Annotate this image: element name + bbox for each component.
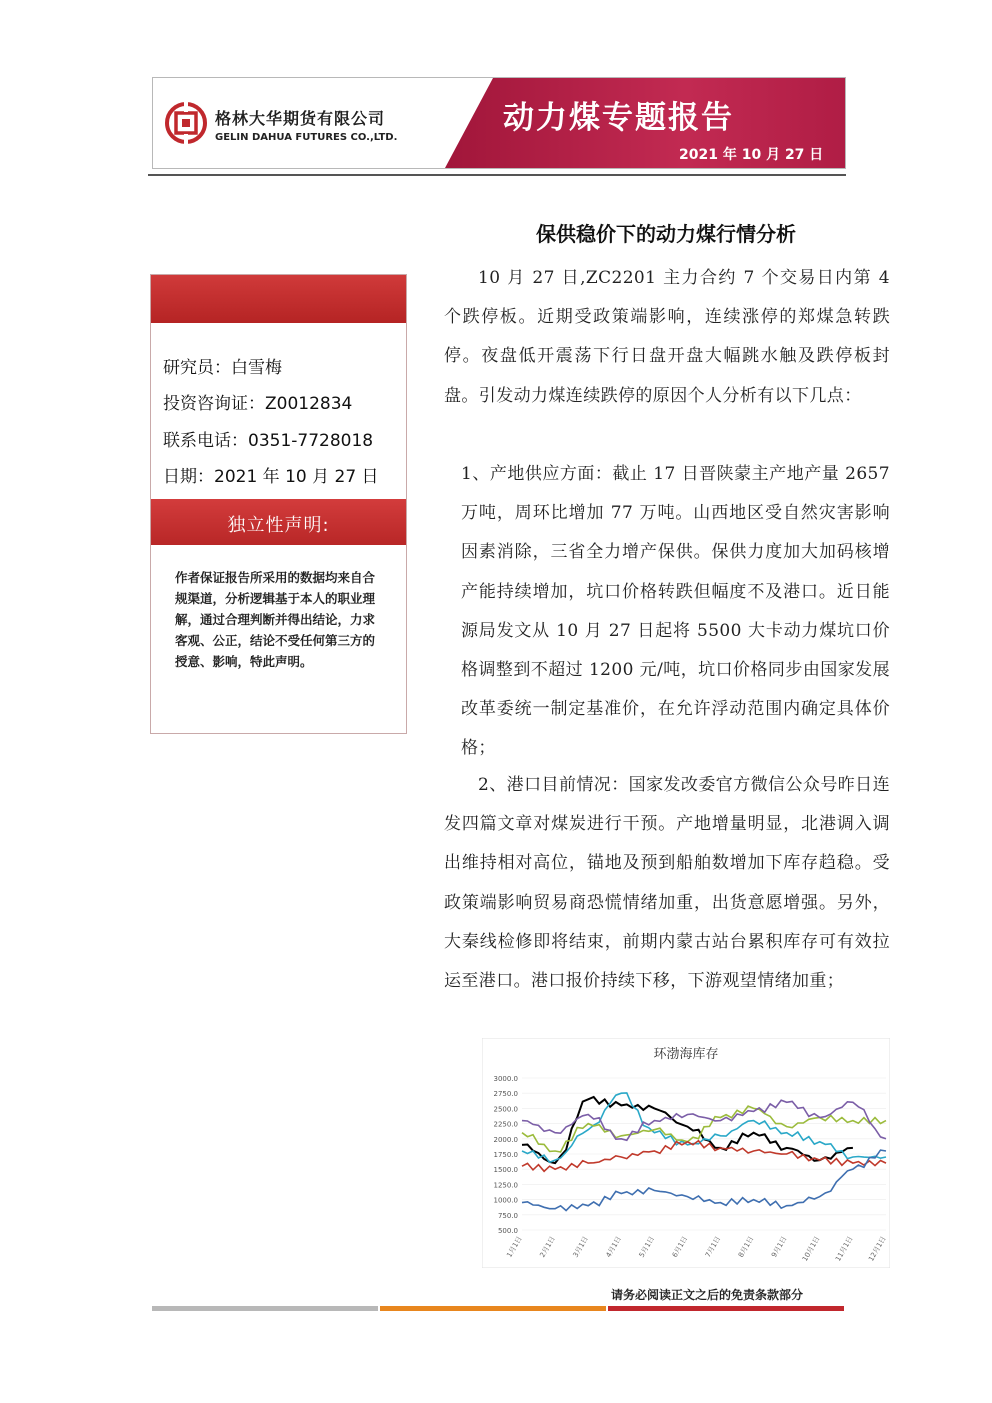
footer-bar-gray: [152, 1306, 378, 1311]
y-tick-label: 1750.0: [493, 1151, 518, 1159]
x-tick-label: 5月1日: [637, 1235, 657, 1259]
contact-phone: 联系电话：0351-7728018: [163, 431, 374, 451]
x-tick-label: 1月1日: [505, 1235, 524, 1259]
y-tick-label: 500.0: [497, 1227, 518, 1235]
x-tick-label: 6月1日: [670, 1235, 690, 1259]
article-paragraph-supply: 1、产地供应方面：截止 17 日晋陕蒙主产地产量 2657 万吨，周环比增加 77 万吨。山西地区受自然灾害影响因素消除，三省全力增产保供。保供力度加大加码核增产能持续增加，坑口价格转跌但幅度不及港口。近日能源局发文从 10 月 27 日起将 5500 大卡动力煤坑口价格调整到不超过 1200 元/吨，坑口价格同步由国家发展改革委统一制定基准价，在允许浮动范围内确定具体价格；: [461, 464, 890, 759]
panel-top-bar: [151, 275, 406, 323]
x-tick-label: 9月1日: [770, 1235, 789, 1259]
x-tick-label: 2月1日: [538, 1235, 557, 1259]
article-paragraph-port: 2、港口目前情况：国家发改委官方微信公众号昨日连发四篇文章对煤炭进行干预。产地增量明显，北港调入调出维持相对高位，锚地及预到船舶数增加下库存趋稳。受政策端影响贸易商恐慌情绪加重，出货意愿增强。另外，大秦线检修即将结束，前期内蒙古站台累积库存可有效拉运至港口。港口报价持续下移，下游观望情绪加重；: [444, 775, 890, 992]
statement-text: 作者保证报告所采用的数据均来自合规渠道，分析逻辑基于本人的职业理解，通过合理判断并得出结论，力求客观、公正，结论不受任何第三方的授意、影响，特此声明。: [175, 570, 376, 669]
report-date: 2021 年 10 月 27 日: [679, 147, 824, 163]
x-tick-label: 11月1日: [834, 1235, 855, 1263]
x-tick-label: 4月1日: [604, 1235, 624, 1259]
disclaimer-note: 请务必阅读正文之后的免责条款部分: [611, 1288, 804, 1302]
y-tick-label: 1250.0: [493, 1181, 518, 1190]
analyst-info-panel: [150, 274, 407, 734]
license-number: 投资咨询证：Z0012834: [163, 394, 353, 414]
statement-title: 独立性声明:: [227, 515, 330, 536]
footer-bar-red: [608, 1306, 844, 1311]
x-tick-label: 12月1日: [867, 1235, 888, 1263]
company-name-cn: 格林大华期货有限公司: [215, 109, 386, 128]
chart-title: 环渤海库存: [653, 1047, 719, 1062]
company-logo-icon: [165, 102, 207, 144]
y-tick-label: 2500.0: [493, 1105, 518, 1114]
article-title: 保供稳价下的动力煤行情分析: [536, 222, 796, 246]
company-name-en: GELIN DAHUA FUTURES CO.,LTD.: [215, 132, 398, 143]
inventory-line-chart: [482, 1038, 890, 1268]
y-tick-label: 2250.0: [493, 1120, 518, 1129]
header-divider: [148, 174, 846, 176]
y-tick-label: 2000.0: [493, 1135, 518, 1144]
report-date-line: 日期：2021 年 10 月 27 日: [163, 467, 379, 487]
x-tick-label: 10月1日: [800, 1235, 822, 1263]
report-title: 动力煤专题报告: [503, 100, 734, 136]
x-tick-label: 8月1日: [736, 1235, 756, 1259]
x-tick-label: 3月1日: [571, 1235, 590, 1259]
y-tick-label: 3000.0: [493, 1075, 518, 1083]
report-header: [152, 77, 846, 169]
chart-frame: [482, 1038, 890, 1268]
researcher-name: 研究员：白雪梅: [163, 358, 282, 378]
y-tick-label: 750.0: [497, 1211, 518, 1220]
footer-bar-orange: [380, 1306, 606, 1311]
y-tick-label: 1500.0: [493, 1166, 518, 1175]
y-tick-label: 2750.0: [493, 1090, 518, 1099]
article-paragraph-intro: 10 月 27 日,ZC2201 主力合约 7 个交易日内第 4 个跌停板。近期受政策端影响，连续涨停的郑煤急转跌停。夜盘低开震荡下行日盘开盘大幅跳水触及跌停板封盘。引发动力煤连续跌停的原因个人分析有以下几点：: [444, 268, 890, 406]
y-tick-label: 1000.0: [493, 1196, 518, 1205]
x-tick-label: 7月1日: [703, 1235, 723, 1259]
